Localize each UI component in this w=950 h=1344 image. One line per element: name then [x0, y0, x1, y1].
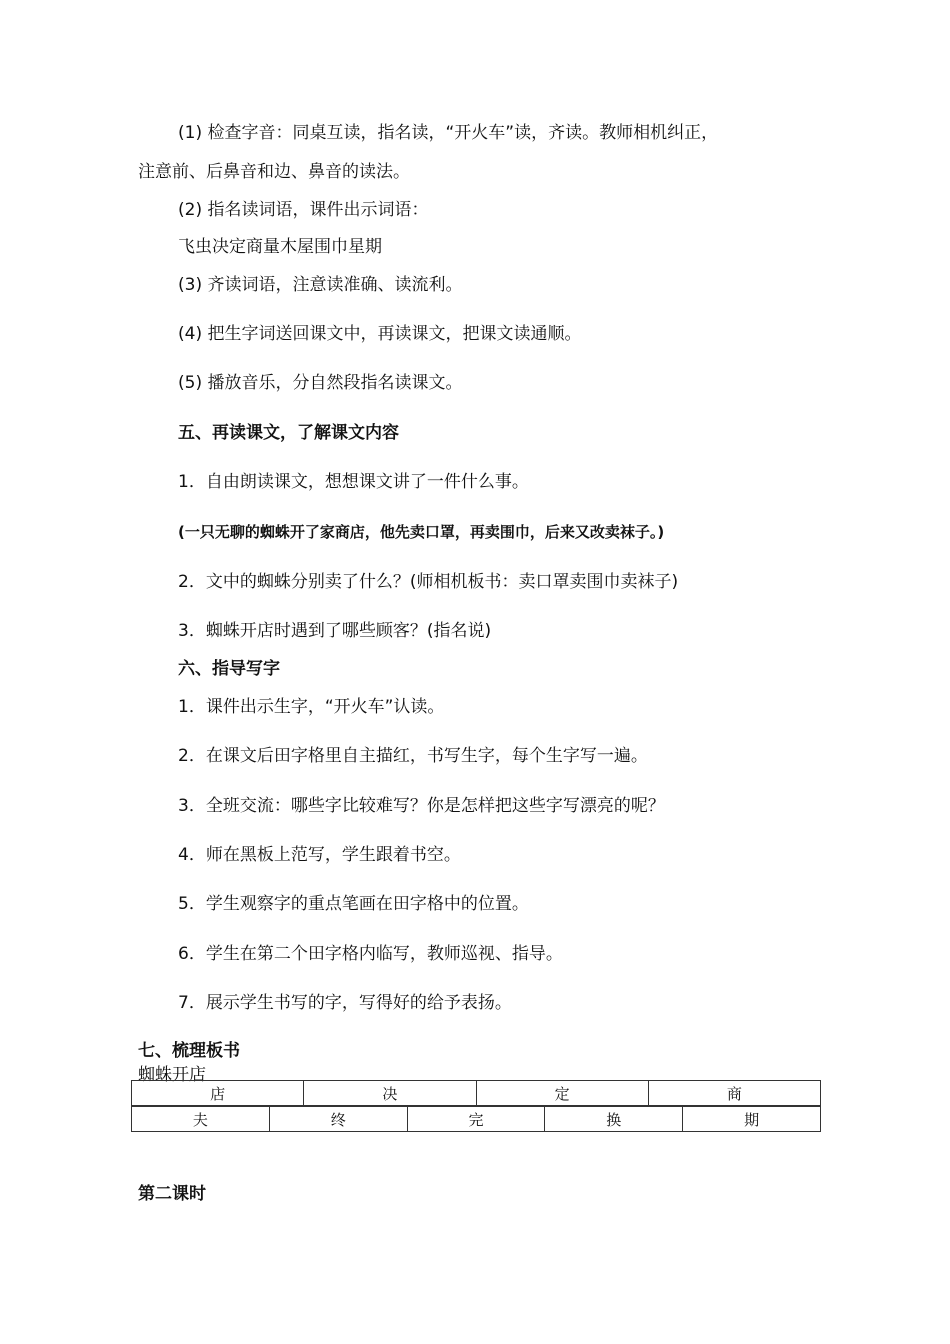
section7-heading: 七、梳理板书: [138, 1041, 240, 1061]
table-cell: 换: [545, 1107, 683, 1132]
blackboard-title: 蜘蛛开店: [138, 1065, 206, 1085]
table-cell: 定: [476, 1081, 648, 1106]
writing-step-2: 2．在课文后田字格里自主描红，书写生字，每个生字写一遍。: [178, 746, 648, 766]
writing-step-3: 3．全班交流：哪些字比较难写？你是怎样把这些字写漂亮的呢？: [178, 796, 665, 816]
section5-heading: 五、再读课文，了解课文内容: [178, 423, 399, 443]
writing-step-5: 5．学生观察字的重点笔画在田字格中的位置。: [178, 894, 529, 914]
table-cell: 完: [407, 1107, 545, 1132]
writing-step-1: 1．课件出示生字，“开火车”认读。: [178, 697, 445, 717]
section5-question-2: 2．文中的蜘蛛分别卖了什么？(师相机板书：卖口罩卖围巾卖袜子): [178, 572, 679, 592]
table-cell: 商: [648, 1081, 820, 1106]
writing-step-6: 6．学生在第二个田字格内临写，教师巡视、指导。: [178, 944, 563, 964]
blackboard-table-row2: [131, 1106, 821, 1132]
lesson-2-heading: 第二课时: [138, 1184, 206, 1204]
play-music-instruction: (5) 播放音乐，分自然段指名读课文。: [178, 373, 463, 393]
table-row: [132, 1107, 821, 1132]
check-pronunciation-line2: 注意前、后鼻音和边、鼻音的读法。: [138, 162, 410, 182]
table-cell: 决: [304, 1081, 476, 1106]
section5-question-1: 1．自由朗读课文，想想课文讲了一件什么事。: [178, 472, 529, 492]
word-list: 飞虫决定商量木屋围巾星期: [178, 237, 382, 257]
table-cell: 店: [132, 1081, 304, 1106]
section6-heading: 六、指导写字: [178, 659, 280, 679]
section5-answer-1: (一只无聊的蜘蛛开了家商店，他先卖口罩，再卖围巾，后来又改卖袜子。): [178, 523, 665, 541]
table-cell: 期: [683, 1107, 821, 1132]
read-words-instruction: (2) 指名读词语，课件出示词语：: [178, 200, 429, 220]
writing-step-7: 7．展示学生书写的字，写得好的给予表扬。: [178, 993, 512, 1013]
table-cell: 夫: [132, 1107, 270, 1132]
read-together-instruction: (3) 齐读词语，注意读准确、读流利。: [178, 275, 463, 295]
return-words-instruction: (4) 把生字词送回课文中，再读课文，把课文读通顺。: [178, 324, 582, 344]
blackboard-table-row1: [131, 1080, 821, 1106]
table-row: [132, 1081, 821, 1106]
table-cell: 终: [269, 1107, 407, 1132]
writing-step-4: 4．师在黑板上范写，学生跟着书空。: [178, 845, 461, 865]
section5-question-3: 3．蜘蛛开店时遇到了哪些顾客？(指名说): [178, 621, 492, 641]
check-pronunciation-line1: (1) 检查字音：同桌互读，指名读，“开火车”读，齐读。教师相机纠正，: [178, 123, 719, 143]
